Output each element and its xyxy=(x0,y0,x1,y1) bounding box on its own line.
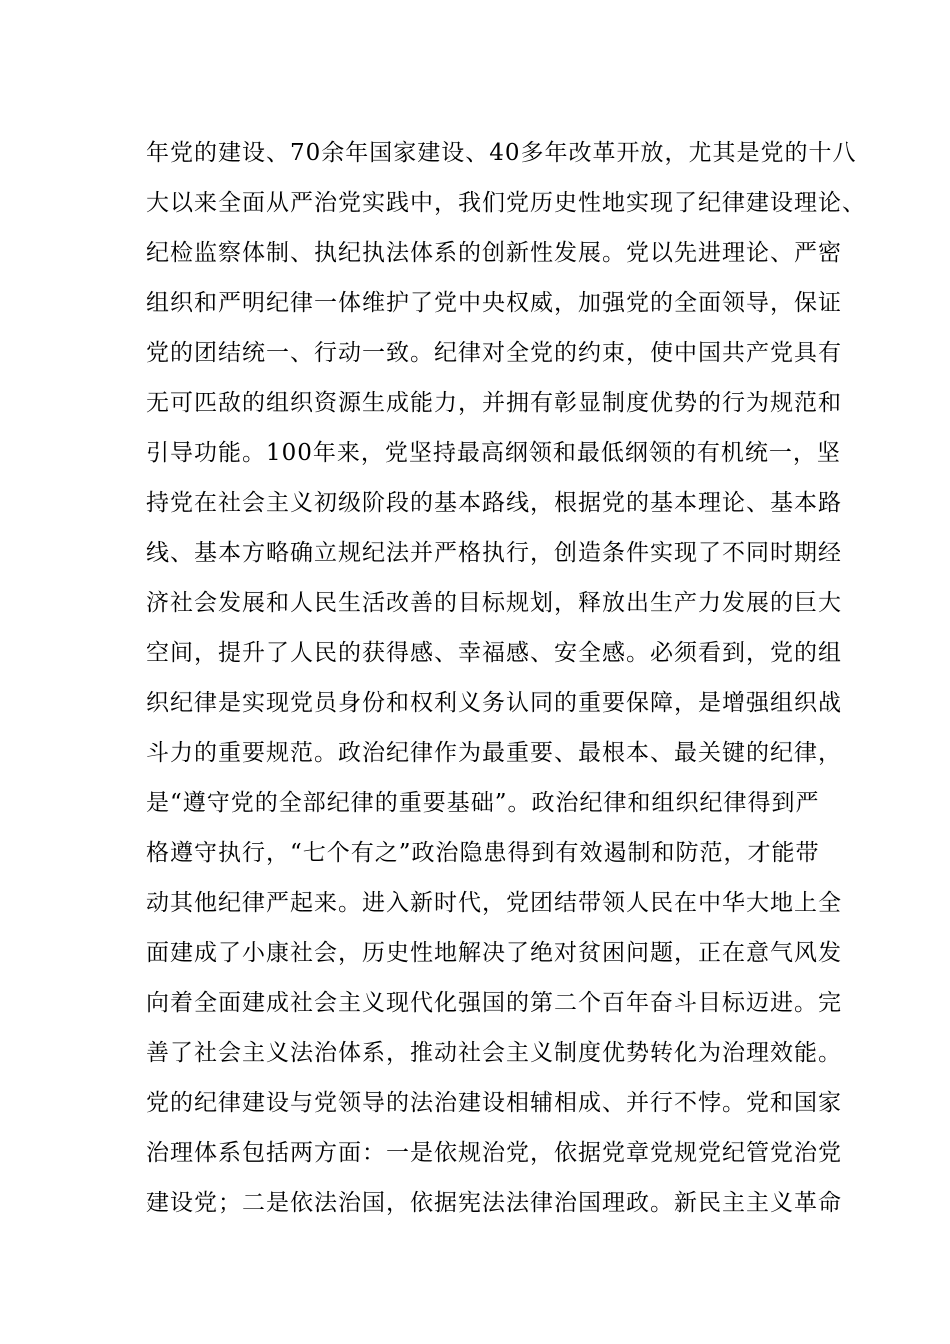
text-line: 无可匹敌的组织资源生成能力，并拥有彰显制度优势的行为规范和 xyxy=(146,390,842,416)
text-line: 党的团结统一、行动一致。纪律对全党的约束，使中国共产党具有 xyxy=(146,340,842,366)
text-line: 空间，提升了人民的获得感、幸福感、安全感。必须看到，党的组 xyxy=(146,640,842,666)
text-line: 年党的建设、70余年国家建设、40多年改革开放，尤其是党的十八 xyxy=(146,140,857,166)
text-line: 引导功能。100年来，党坚持最高纲领和最低纲领的有机统一，坚 xyxy=(146,440,841,466)
text-line: 建设党；二是依法治国，依据宪法法律治国理政。新民主主义革命 xyxy=(146,1190,842,1216)
text-line: 组织和严明纪律一体维护了党中央权威，加强党的全面领导，保证 xyxy=(146,290,842,316)
text-line: 治理体系包括两方面：一是依规治党，依据党章党规党纪管党治党 xyxy=(146,1140,842,1166)
text-line: 善了社会主义法治体系，推动社会主义制度优势转化为治理效能。 xyxy=(146,1040,842,1066)
text-line: 持党在社会主义初级阶段的基本路线，根据党的基本理论、基本路 xyxy=(146,490,842,516)
text-line: 济社会发展和人民生活改善的目标规划，释放出生产力发展的巨大 xyxy=(146,590,842,616)
text-line: 面建成了小康社会，历史性地解决了绝对贫困问题，正在意气风发 xyxy=(146,940,842,966)
text-line: 格遵守执行，“七个有之”政治隐患得到有效遏制和防范，才能带 xyxy=(146,840,820,866)
text-line: 大以来全面从严治党实践中，我们党历史性地实现了纪律建设理论、 xyxy=(146,190,866,216)
text-line: 线、基本方略确立规纪法并严格执行，创造条件实现了不同时期经 xyxy=(146,540,842,566)
text-line: 党的纪律建设与党领导的法治建设相辅相成、并行不悖。党和国家 xyxy=(146,1090,842,1116)
text-line: 纪检监察体制、执纪执法体系的创新性发展。党以先进理论、严密 xyxy=(146,240,842,266)
text-line: 向着全面建成社会主义现代化强国的第二个百年奋斗目标迈进。完 xyxy=(146,990,842,1016)
text-line: 是“遵守党的全部纪律的重要基础”。政治纪律和组织纪律得到严 xyxy=(146,790,820,816)
text-line: 织纪律是实现党员身份和权利义务认同的重要保障，是增强组织战 xyxy=(146,690,842,716)
body-paragraph xyxy=(146,128,866,1228)
text-line: 动其他纪律严起来。进入新时代，党团结带领人民在中华大地上全 xyxy=(146,890,842,916)
text-line: 斗力的重要规范。政治纪律作为最重要、最根本、最关键的纪律， xyxy=(146,740,842,766)
